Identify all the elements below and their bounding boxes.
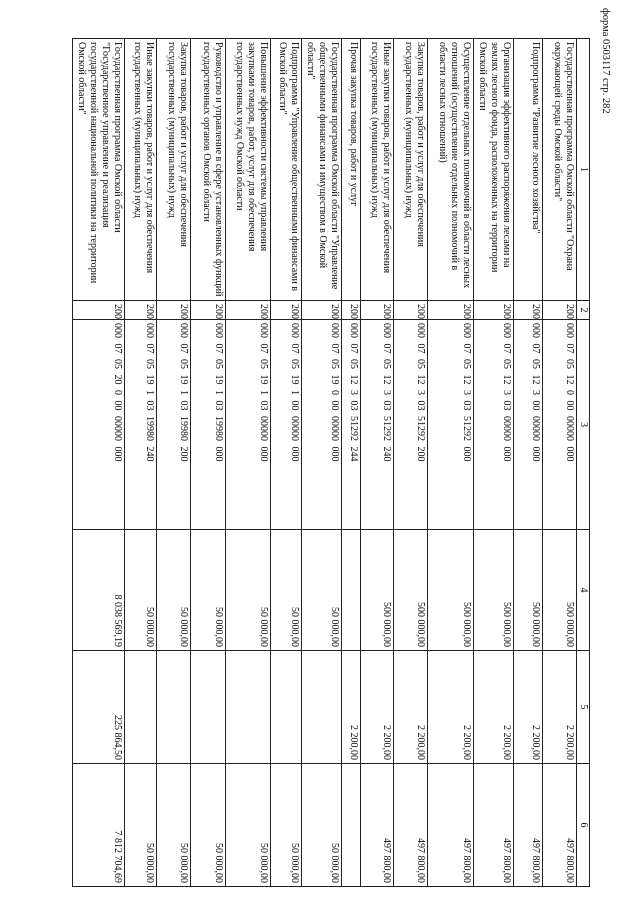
budget-code-cell: 000 07 05 19 1 03 00000 000 <box>226 320 271 530</box>
row-name-cell: Государственная программа Омской области "Охрана окружающей среды Омской области" <box>543 39 577 301</box>
row-name-cell: Повышение эффективности системы управления закупками товаров, работ, услуг для обеспечения государственных нужд Омской области <box>226 39 271 301</box>
column-header: 2 <box>577 301 590 320</box>
table-body <box>73 39 577 887</box>
amount-col5-cell <box>156 651 190 764</box>
table-row <box>543 39 577 887</box>
budget-code-cell: 000 07 05 19 1 03 19980 240 <box>125 320 157 530</box>
amount-col6-cell: 497 800,00 <box>394 764 428 887</box>
amount-col5-cell: 2 200,00 <box>427 651 473 764</box>
amount-col5-cell <box>226 651 271 764</box>
line-code-cell: 200 <box>156 301 190 320</box>
table-row <box>190 39 226 887</box>
amount-col4-cell <box>341 530 360 651</box>
table-row <box>394 39 428 887</box>
budget-code-cell: 000 07 05 20 0 00 00000 000 <box>73 320 125 530</box>
budget-code-cell: 000 07 05 12 3 03 51292 200 <box>394 320 428 530</box>
amount-col5-cell: 2 200,00 <box>513 651 543 764</box>
amount-col4-cell: 50 000,00 <box>156 530 190 651</box>
column-header: 1 <box>577 39 590 301</box>
amount-col5-cell <box>125 651 157 764</box>
amount-col6-cell: 497 800,00 <box>427 764 473 887</box>
amount-col6-cell: 497 800,00 <box>513 764 543 887</box>
row-name-cell: Подпрограмма "Управление общественными финансами в Омской области" <box>271 39 302 301</box>
table-row <box>341 39 360 887</box>
amount-col6-cell: 50 000,00 <box>190 764 226 887</box>
amount-col5-cell: 2 200,00 <box>543 651 577 764</box>
amount-col6-cell: 50 000,00 <box>125 764 157 887</box>
line-code-cell: 200 <box>543 301 577 320</box>
row-name-cell: Закупка товаров, работ и услуг для обеспечения государственных (муниципальных) нужд <box>394 39 428 301</box>
amount-col6-cell: 497 800,00 <box>473 764 513 887</box>
page-header: форма 0503117 стр. 282 <box>600 8 611 114</box>
budget-table <box>72 38 590 887</box>
amount-col4-cell: 500 000,00 <box>361 530 394 651</box>
budget-code-cell: 000 07 05 12 3 00 00000 000 <box>513 320 543 530</box>
budget-code-cell: 000 07 05 19 0 00 00000 000 <box>302 320 342 530</box>
amount-col5-cell: 2 200,00 <box>394 651 428 764</box>
line-code-cell: 200 <box>302 301 342 320</box>
budget-code-cell: 000 07 05 12 3 03 51292 240 <box>361 320 394 530</box>
budget-code-cell: 000 07 05 19 1 00 00000 000 <box>271 320 302 530</box>
line-code-cell: 200 <box>427 301 473 320</box>
budget-code-cell: 000 07 05 12 3 03 00000 000 <box>473 320 513 530</box>
budget-code-cell: 000 07 05 19 1 03 19980 000 <box>190 320 226 530</box>
budget-code-cell: 000 07 05 19 1 03 19980 200 <box>156 320 190 530</box>
amount-col4-cell: 500 000,00 <box>394 530 428 651</box>
row-name-cell: Государственная программа Омской области "Управление общественными финансами и имуществом в Омской области" <box>302 39 342 301</box>
budget-code-cell: 000 07 05 12 3 03 51292 244 <box>341 320 360 530</box>
amount-col6-cell: 50 000,00 <box>156 764 190 887</box>
table-row <box>361 39 394 887</box>
amount-col6-cell <box>341 764 360 887</box>
amount-col5-cell: 225 864,50 <box>73 651 125 764</box>
line-code-cell: 200 <box>125 301 157 320</box>
column-header: 3 <box>577 320 590 530</box>
row-name-cell: Подпрограмма "Развитие лесного хозяйства" <box>513 39 543 301</box>
table-row <box>226 39 271 887</box>
amount-col6-cell: 497 800,00 <box>543 764 577 887</box>
row-name-cell: Прочая закупка товаров, работ и услуг <box>341 39 360 301</box>
line-code-cell: 200 <box>271 301 302 320</box>
amount-col4-cell: 500 000,00 <box>427 530 473 651</box>
amount-col6-cell: 7 812 704,69 <box>73 764 125 887</box>
row-name-cell: Иные закупки товаров, работ и услуг для обеспечения государственных (муниципальных) нужд <box>125 39 157 301</box>
row-name-cell: Организация эффективного распоряжения лесами на землях лесного фонда, расположенных на территории Омской области <box>473 39 513 301</box>
amount-col6-cell: 497 800,00 <box>361 764 394 887</box>
table-row <box>473 39 513 887</box>
amount-col5-cell: 2 200,00 <box>341 651 360 764</box>
amount-col4-cell: 50 000,00 <box>125 530 157 651</box>
amount-col5-cell: 2 200,00 <box>361 651 394 764</box>
row-name-cell: Закупка товаров, работ и услуг для обеспечения государственных (муниципальных) нужд <box>156 39 190 301</box>
line-code-cell: 200 <box>513 301 543 320</box>
table-row <box>427 39 473 887</box>
table-row <box>125 39 157 887</box>
line-code-cell: 200 <box>190 301 226 320</box>
amount-col4-cell: 500 000,00 <box>473 530 513 651</box>
line-code-cell: 200 <box>361 301 394 320</box>
amount-col5-cell <box>190 651 226 764</box>
amount-col4-cell: 50 000,00 <box>226 530 271 651</box>
line-code-cell: 200 <box>394 301 428 320</box>
amount-col5-cell: 2 200,00 <box>473 651 513 764</box>
budget-code-cell: 000 07 05 12 0 00 00000 000 <box>543 320 577 530</box>
amount-col4-cell: 50 000,00 <box>302 530 342 651</box>
table-row <box>156 39 190 887</box>
row-name-cell: Осуществление отдельных полномочий в области лесных отношений (осуществление отдельных полномочий в области лесных отношений) <box>427 39 473 301</box>
amount-col6-cell: 50 000,00 <box>226 764 271 887</box>
amount-col4-cell: 50 000,00 <box>271 530 302 651</box>
row-name-cell: Руководство и управление в сфере установленных функций государственных органов Омской области <box>190 39 226 301</box>
amount-col4-cell: 50 000,00 <box>190 530 226 651</box>
amount-col6-cell: 50 000,00 <box>271 764 302 887</box>
line-code-cell: 200 <box>73 301 125 320</box>
budget-code-cell: 000 07 05 12 3 03 51292 000 <box>427 320 473 530</box>
amount-col4-cell: 500 000,00 <box>513 530 543 651</box>
amount-col5-cell <box>302 651 342 764</box>
column-header: 6 <box>577 764 590 887</box>
amount-col4-cell: 500 000,00 <box>543 530 577 651</box>
amount-col4-cell: 8 038 569,19 <box>73 530 125 651</box>
column-header: 4 <box>577 530 590 651</box>
row-name-cell: Иные закупки товаров, работ и услуг для обеспечения государственных (муниципальных) нужд <box>361 39 394 301</box>
table-row <box>513 39 543 887</box>
line-code-cell: 200 <box>341 301 360 320</box>
table-row <box>73 39 125 887</box>
table-row <box>302 39 342 887</box>
amount-col6-cell: 50 000,00 <box>302 764 342 887</box>
column-header: 5 <box>577 651 590 764</box>
row-name-cell: Государственная программа Омской области "Государственное управление и реализация государственной национальной политики на территории Омской области" <box>73 39 125 301</box>
line-code-cell: 200 <box>473 301 513 320</box>
line-code-cell: 200 <box>226 301 271 320</box>
rotated-report-table <box>72 38 590 886</box>
column-number-row <box>577 39 590 887</box>
table-row <box>271 39 302 887</box>
amount-col5-cell <box>271 651 302 764</box>
